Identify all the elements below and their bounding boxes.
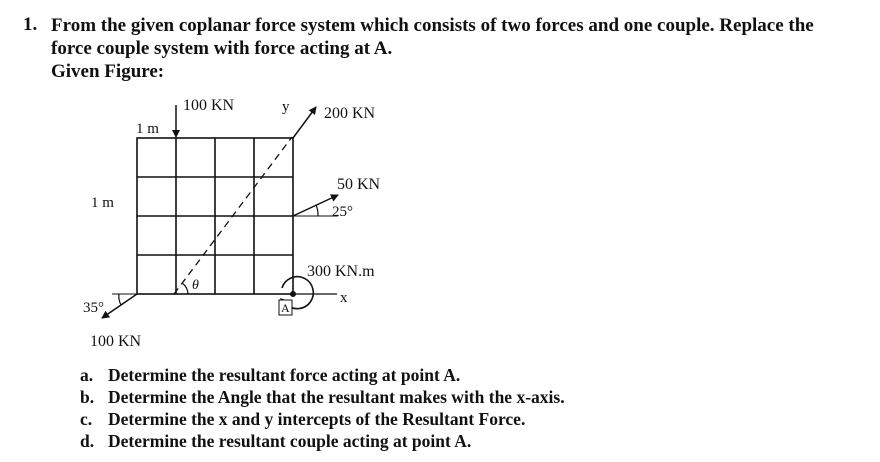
grid bbox=[137, 138, 293, 294]
question-line-1: From the given coplanar force system which consists of two forces and one couple. Replace the bbox=[51, 15, 814, 36]
task-text: Determine the x and y intercepts of the Resultant Force. bbox=[108, 409, 526, 429]
angle-arc-25deg bbox=[316, 205, 318, 216]
task-item-a bbox=[80, 364, 565, 386]
angle-35deg-label: 35° bbox=[83, 300, 104, 316]
force-100kn-bottom-arrow bbox=[102, 294, 137, 318]
task-letter: c. bbox=[80, 409, 93, 429]
task-list bbox=[80, 364, 565, 452]
angle-arc-35deg bbox=[119, 294, 121, 305]
task-text: Determine the Angle that the resultant makes with the x-axis. bbox=[108, 387, 565, 407]
dimension-1m-left: 1 m bbox=[91, 195, 114, 211]
force-100kn-bottom-label: 100 KN bbox=[90, 333, 142, 350]
question-line-2: force couple system with force acting at A. bbox=[51, 38, 393, 59]
force-50kn-label: 50 KN bbox=[337, 176, 381, 193]
point-a-label: A bbox=[281, 301, 290, 315]
theta-label: θ bbox=[192, 278, 199, 293]
task-text: Determine the resultant force acting at point A. bbox=[108, 365, 461, 385]
task-letter: d. bbox=[80, 431, 95, 451]
point-a-dot bbox=[290, 291, 296, 297]
force-200kn-label: 200 KN bbox=[324, 105, 376, 122]
dimension-1m-top: 1 m bbox=[136, 121, 159, 137]
task-text: Determine the resultant couple acting at point A. bbox=[108, 431, 472, 451]
couple-300knm-label: 300 KN.m bbox=[307, 263, 375, 280]
angle-25deg-label: 25° bbox=[332, 204, 353, 220]
y-axis-label: y bbox=[282, 99, 290, 115]
force-100kn-top-label: 100 KN bbox=[183, 97, 235, 114]
theta-arc bbox=[182, 283, 188, 294]
question-number: 1. bbox=[23, 14, 38, 35]
force-200kn-arrow bbox=[293, 107, 316, 138]
task-item-c bbox=[80, 408, 565, 430]
x-axis-label: x bbox=[340, 290, 348, 306]
task-item-d bbox=[80, 430, 565, 452]
task-letter: a. bbox=[80, 365, 94, 385]
task-letter: b. bbox=[80, 387, 95, 407]
task-item-b bbox=[80, 386, 565, 408]
question-line-3: Given Figure: bbox=[51, 61, 165, 82]
